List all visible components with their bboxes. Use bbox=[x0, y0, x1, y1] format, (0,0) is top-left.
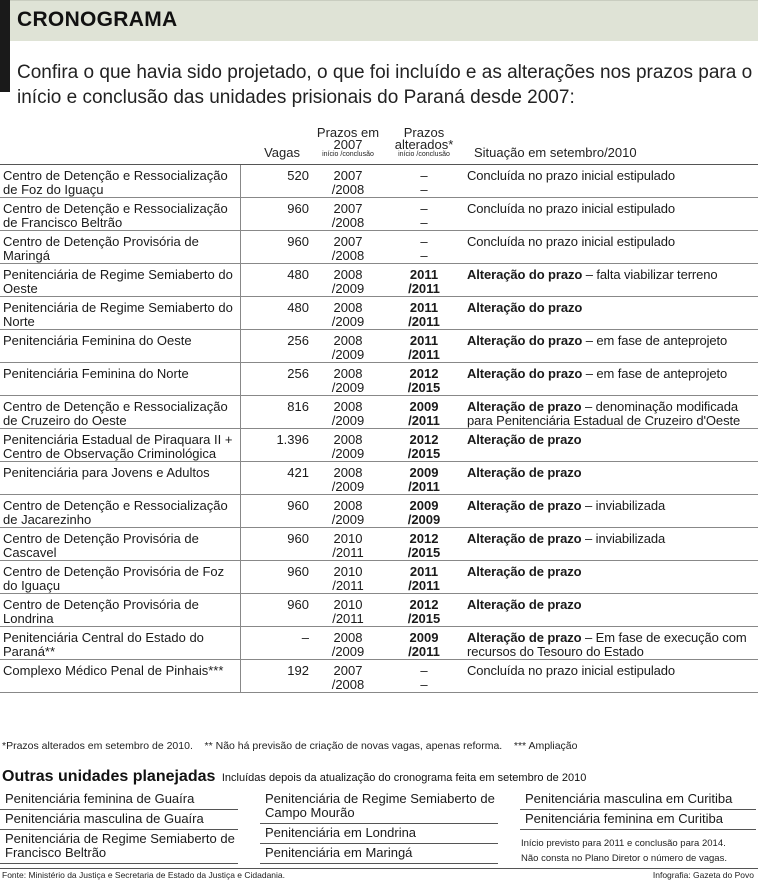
situacao-text bbox=[464, 495, 758, 528]
prazo-2007-conclusao: /2011 bbox=[332, 611, 364, 626]
table-row bbox=[0, 561, 758, 594]
situacao-text bbox=[464, 231, 758, 264]
vagas-value: 816 bbox=[240, 396, 312, 429]
prazo-2007 bbox=[312, 429, 384, 462]
prazo-2007-conclusao: /2011 bbox=[332, 578, 364, 593]
table-row bbox=[0, 528, 758, 561]
prazo-2007-inicio: 2010 bbox=[333, 531, 363, 546]
outras-title: Outras unidades planejadas bbox=[2, 768, 216, 785]
prazo-2007 bbox=[312, 462, 384, 495]
prazo-2007-conclusao: /2009 bbox=[331, 413, 365, 428]
prazo-alterado-inicio: 2012 bbox=[409, 597, 439, 612]
prazo-alterado-conclusao: – bbox=[420, 248, 428, 263]
unit-name: Centro de Detenção Provisória de Foz do Iguaçu bbox=[0, 561, 240, 594]
list-item: Penitenciária masculina de Guaíra bbox=[0, 810, 238, 830]
situacao-text bbox=[464, 297, 758, 330]
table-row bbox=[0, 231, 758, 264]
table-row bbox=[0, 495, 758, 528]
prazo-2007-conclusao: /2008 bbox=[331, 248, 365, 263]
prazo-alterado bbox=[384, 396, 464, 429]
prazo-alterado-conclusao: /2015 bbox=[407, 545, 441, 560]
vagas-value: 480 bbox=[240, 297, 312, 330]
header-unit bbox=[0, 113, 240, 165]
outras-column-3 bbox=[520, 790, 756, 866]
prazo-2007-inicio: 2008 bbox=[333, 300, 363, 315]
prazo-2007 bbox=[312, 297, 384, 330]
prazo-alterado-conclusao: /2015 bbox=[407, 611, 441, 626]
header-prazos-alterados: Prazos alterados* início /conclusão bbox=[384, 113, 464, 165]
situacao-status: Alteração do prazo bbox=[467, 333, 583, 348]
outras-heading bbox=[2, 768, 586, 786]
prazo-alterado-conclusao: /2011 bbox=[408, 314, 440, 329]
situacao-detail: Concluída no prazo inicial estipulado bbox=[467, 663, 676, 678]
situacao-text bbox=[464, 396, 758, 429]
vagas-value: 520 bbox=[240, 165, 312, 198]
outras-column-1 bbox=[0, 790, 238, 864]
outras-note bbox=[520, 836, 756, 866]
situacao-status: Alteração de prazo bbox=[467, 399, 582, 414]
vagas-value: 960 bbox=[240, 561, 312, 594]
prazo-alterado bbox=[384, 627, 464, 660]
prazo-2007-conclusao: /2009 bbox=[331, 644, 365, 659]
prazo-alterado bbox=[384, 495, 464, 528]
source-line bbox=[0, 868, 758, 880]
prazo-alterado-inicio: 2012 bbox=[409, 366, 439, 381]
prazo-2007 bbox=[312, 165, 384, 198]
vagas-value: 960 bbox=[240, 231, 312, 264]
situacao-detail: – inviabilizada bbox=[581, 498, 666, 513]
vagas-value: 960 bbox=[240, 594, 312, 627]
prazo-alterado-inicio: 2009 bbox=[409, 465, 439, 480]
unit-name: Penitenciária para Jovens e Adultos bbox=[0, 462, 240, 495]
vagas-value: 480 bbox=[240, 264, 312, 297]
prazo-2007 bbox=[312, 660, 384, 693]
situacao-text bbox=[464, 561, 758, 594]
prazo-2007-inicio: 2008 bbox=[333, 498, 363, 513]
prazo-alterado-conclusao: /2011 bbox=[408, 479, 440, 494]
unit-name: Penitenciária de Regime Semiaberto do Norte bbox=[0, 297, 240, 330]
unit-name: Penitenciária Feminina do Norte bbox=[0, 363, 240, 396]
list-item: Penitenciária em Londrina bbox=[260, 824, 498, 844]
situacao-status: Alteração do prazo bbox=[467, 267, 583, 282]
unit-name: Centro de Detenção e Ressocialização de Cruzeiro do Oeste bbox=[0, 396, 240, 429]
prazo-alterado bbox=[384, 297, 464, 330]
situacao-text bbox=[464, 594, 758, 627]
prazo-2007-conclusao: /2011 bbox=[332, 545, 364, 560]
prazo-alterado bbox=[384, 231, 464, 264]
unit-name: Centro de Detenção e Ressocialização de Jacarezinho bbox=[0, 495, 240, 528]
prazo-alterado-conclusao: – bbox=[420, 677, 428, 692]
table-row bbox=[0, 594, 758, 627]
situacao-text bbox=[464, 429, 758, 462]
footnote: *Prazos alterados em setembro de 2010. ** Não há previsão de criação de novas vagas, apenas reforma. *** Ampliação bbox=[2, 740, 578, 752]
prazo-2007-inicio: 2008 bbox=[333, 366, 363, 381]
outras-note-2: Não consta no Plano Diretor o número de vagas. bbox=[521, 853, 727, 864]
list-item: Penitenciária em Maringá bbox=[260, 844, 498, 864]
prazo-alterado-conclusao: /2011 bbox=[408, 644, 440, 659]
prazo-2007-conclusao: /2009 bbox=[331, 281, 365, 296]
prazo-alterado-conclusao: /2011 bbox=[408, 347, 440, 362]
vagas-value: 256 bbox=[240, 330, 312, 363]
prazo-2007-inicio: 2010 bbox=[333, 564, 363, 579]
vagas-value: 421 bbox=[240, 462, 312, 495]
unit-name: Penitenciária Estadual de Piraquara II + Centro de Observação Criminológica bbox=[0, 429, 240, 462]
vagas-value: 1.396 bbox=[240, 429, 312, 462]
prazo-2007 bbox=[312, 231, 384, 264]
prazo-2007-inicio: 2007 bbox=[333, 168, 363, 183]
intro-text: Confira o que havia sido projetado, o que foi incluído e as alterações nos prazos para o início e conclusão das unidades prisionais do Paraná desde 2007: bbox=[17, 62, 753, 108]
prazo-2007-inicio: 2008 bbox=[333, 465, 363, 480]
prazo-2007 bbox=[312, 627, 384, 660]
vagas-value: 256 bbox=[240, 363, 312, 396]
situacao-text bbox=[464, 627, 758, 660]
prazo-alterado-conclusao: /2011 bbox=[408, 413, 440, 428]
list-item: Penitenciária de Regime Semiaberto de Francisco Beltrão bbox=[0, 830, 238, 864]
prazo-alterado-conclusao: /2011 bbox=[408, 578, 440, 593]
prazo-2007-conclusao: /2009 bbox=[331, 446, 365, 461]
vagas-value: 192 bbox=[240, 660, 312, 693]
unit-name: Centro de Detenção Provisória de Londrina bbox=[0, 594, 240, 627]
prazo-alterado-inicio: – bbox=[420, 234, 428, 249]
vagas-value: 960 bbox=[240, 495, 312, 528]
header-vagas: Vagas bbox=[240, 113, 312, 165]
prazo-alterado bbox=[384, 462, 464, 495]
situacao-detail: Concluída no prazo inicial estipulado bbox=[467, 201, 676, 216]
table-row bbox=[0, 297, 758, 330]
prazo-alterado bbox=[384, 363, 464, 396]
prazo-alterado-conclusao: /2011 bbox=[408, 281, 440, 296]
situacao-status: Alteração de prazo bbox=[467, 432, 582, 447]
prazo-alterado bbox=[384, 330, 464, 363]
prazo-alterado-inicio: 2012 bbox=[409, 531, 439, 546]
situacao-detail: – inviabilizada bbox=[581, 531, 666, 546]
prazo-2007-conclusao: /2009 bbox=[331, 314, 365, 329]
prazo-alterado bbox=[384, 165, 464, 198]
situacao-text bbox=[464, 198, 758, 231]
prazo-2007 bbox=[312, 528, 384, 561]
list-item: Penitenciária feminina em Curitiba bbox=[520, 810, 756, 830]
table-row bbox=[0, 264, 758, 297]
table-row bbox=[0, 330, 758, 363]
prazo-2007-conclusao: /2009 bbox=[331, 380, 365, 395]
prazo-2007-inicio: 2007 bbox=[333, 663, 363, 678]
vagas-value: 960 bbox=[240, 528, 312, 561]
table-row bbox=[0, 429, 758, 462]
prazo-alterado-inicio: 2011 bbox=[409, 300, 439, 315]
header-accent bbox=[0, 0, 10, 92]
prazo-alterado-inicio: – bbox=[420, 168, 428, 183]
prazo-alterado-inicio: 2009 bbox=[409, 630, 439, 645]
situacao-status: Alteração de prazo bbox=[467, 498, 582, 513]
situacao-text bbox=[464, 165, 758, 198]
prazo-alterado-inicio: 2011 bbox=[409, 564, 439, 579]
prazo-alterado-conclusao: – bbox=[420, 215, 428, 230]
prazo-alterado-conclusao: – bbox=[420, 182, 428, 197]
situacao-status: Alteração de prazo bbox=[467, 564, 582, 579]
prazo-2007-inicio: 2007 bbox=[333, 201, 363, 216]
prazo-2007-inicio: 2008 bbox=[333, 399, 363, 414]
situacao-detail: – Em fase de execução com recursos do Tesouro do Estado bbox=[467, 630, 747, 659]
prazo-2007 bbox=[312, 198, 384, 231]
outras-subtitle: Incluídas depois da atualização do cronograma feita em setembro de 2010 bbox=[221, 772, 587, 784]
prazo-2007-conclusao: /2008 bbox=[331, 182, 365, 197]
unit-name: Complexo Médico Penal de Pinhais*** bbox=[0, 660, 240, 693]
situacao-detail: – em fase de anteprojeto bbox=[582, 366, 728, 381]
source-text: Fonte: Ministério da Justiça e Secretaria de Estado da Justiça e Cidadania. bbox=[2, 870, 286, 880]
table-row bbox=[0, 165, 758, 198]
unit-name: Centro de Detenção e Ressocialização de Francisco Beltrão bbox=[0, 198, 240, 231]
situacao-status: Alteração de prazo bbox=[467, 465, 582, 480]
list-item: Penitenciária de Regime Semiaberto de Campo Mourão bbox=[260, 790, 498, 824]
prazo-2007-conclusao: /2008 bbox=[331, 677, 365, 692]
table-body bbox=[0, 165, 758, 693]
prazo-2007 bbox=[312, 363, 384, 396]
prazo-2007 bbox=[312, 594, 384, 627]
unit-name: Centro de Detenção Provisória de Cascavel bbox=[0, 528, 240, 561]
table-row bbox=[0, 363, 758, 396]
prazo-alterado-conclusao: /2015 bbox=[407, 380, 441, 395]
prazo-alterado-inicio: – bbox=[420, 201, 428, 216]
table-row bbox=[0, 462, 758, 495]
prazo-alterado-conclusao: /2015 bbox=[407, 446, 441, 461]
prazo-2007 bbox=[312, 495, 384, 528]
unit-name: Penitenciária Feminina do Oeste bbox=[0, 330, 240, 363]
table-row bbox=[0, 396, 758, 429]
prazo-2007 bbox=[312, 330, 384, 363]
unit-name: Penitenciária Central do Estado do Paraná** bbox=[0, 627, 240, 660]
situacao-detail: Concluída no prazo inicial estipulado bbox=[467, 168, 676, 183]
situacao-status: Alteração de prazo bbox=[467, 531, 582, 546]
header-situacao: Situação em setembro/2010 bbox=[464, 113, 758, 165]
header-prazos-2007: Prazos em 2007 início /conclusão bbox=[312, 113, 384, 165]
prazo-2007-inicio: 2008 bbox=[333, 432, 363, 447]
vagas-value: – bbox=[240, 627, 312, 660]
prazo-alterado-conclusao: /2009 bbox=[407, 512, 441, 527]
prazo-2007-conclusao: /2008 bbox=[331, 215, 365, 230]
prazo-alterado bbox=[384, 528, 464, 561]
prazo-2007-conclusao: /2009 bbox=[331, 347, 365, 362]
vagas-value: 960 bbox=[240, 198, 312, 231]
prazo-alterado-inicio: – bbox=[420, 663, 428, 678]
list-item: Penitenciária feminina de Guaíra bbox=[0, 790, 238, 810]
prazo-alterado-inicio: 2011 bbox=[409, 333, 439, 348]
prazo-2007-inicio: 2008 bbox=[333, 630, 363, 645]
prazo-2007-conclusao: /2009 bbox=[331, 479, 365, 494]
table-header-row bbox=[0, 113, 758, 165]
prazo-alterado bbox=[384, 429, 464, 462]
prazo-alterado-inicio: 2009 bbox=[409, 498, 439, 513]
unit-name: Centro de Detenção Provisória de Maringá bbox=[0, 231, 240, 264]
prazo-alterado-inicio: 2012 bbox=[409, 432, 439, 447]
list-item: Penitenciária masculina em Curitiba bbox=[520, 790, 756, 810]
table-row bbox=[0, 660, 758, 693]
prazo-2007 bbox=[312, 396, 384, 429]
situacao-detail: Concluída no prazo inicial estipulado bbox=[467, 234, 676, 249]
prazo-2007-inicio: 2010 bbox=[333, 597, 363, 612]
prazo-2007-inicio: 2008 bbox=[333, 333, 363, 348]
outras-column-2 bbox=[260, 790, 498, 864]
prazo-2007-inicio: 2008 bbox=[333, 267, 363, 282]
unit-name: Penitenciária de Regime Semiaberto do Oeste bbox=[0, 264, 240, 297]
prazo-alterado bbox=[384, 660, 464, 693]
prazo-2007 bbox=[312, 561, 384, 594]
situacao-status: Alteração do prazo bbox=[467, 300, 583, 315]
situacao-detail: – falta viabilizar terreno bbox=[582, 267, 718, 282]
unit-name: Centro de Detenção e Ressocialização de Foz do Iguaçu bbox=[0, 165, 240, 198]
prazo-alterado bbox=[384, 594, 464, 627]
prazo-alterado bbox=[384, 198, 464, 231]
page-title: CRONOGRAMA bbox=[17, 8, 178, 31]
situacao-text bbox=[464, 330, 758, 363]
situacao-status: Alteração de prazo bbox=[467, 597, 582, 612]
situacao-text bbox=[464, 363, 758, 396]
schedule-table bbox=[0, 113, 758, 693]
outras-note-1: Início previsto para 2011 e conclusão para 2014. bbox=[521, 838, 726, 849]
credit-text: Infografia: Gazeta do Povo bbox=[652, 870, 754, 880]
prazo-2007-inicio: 2007 bbox=[333, 234, 363, 249]
prazo-alterado bbox=[384, 561, 464, 594]
situacao-text bbox=[464, 528, 758, 561]
situacao-status: Alteração de prazo bbox=[467, 630, 582, 645]
situacao-text bbox=[464, 264, 758, 297]
prazo-2007-conclusao: /2009 bbox=[331, 512, 365, 527]
table-row bbox=[0, 198, 758, 231]
situacao-detail: – em fase de anteprojeto bbox=[582, 333, 728, 348]
prazo-alterado-inicio: 2009 bbox=[409, 399, 439, 414]
situacao-detail: – denominação modificada para Penitenciária Estadual de Cruzeiro d'Oeste bbox=[467, 399, 741, 428]
situacao-status: Alteração do prazo bbox=[467, 366, 583, 381]
table-row bbox=[0, 627, 758, 660]
prazo-alterado-inicio: 2011 bbox=[409, 267, 439, 282]
situacao-text bbox=[464, 462, 758, 495]
prazo-alterado bbox=[384, 264, 464, 297]
situacao-text bbox=[464, 660, 758, 693]
prazo-2007 bbox=[312, 264, 384, 297]
